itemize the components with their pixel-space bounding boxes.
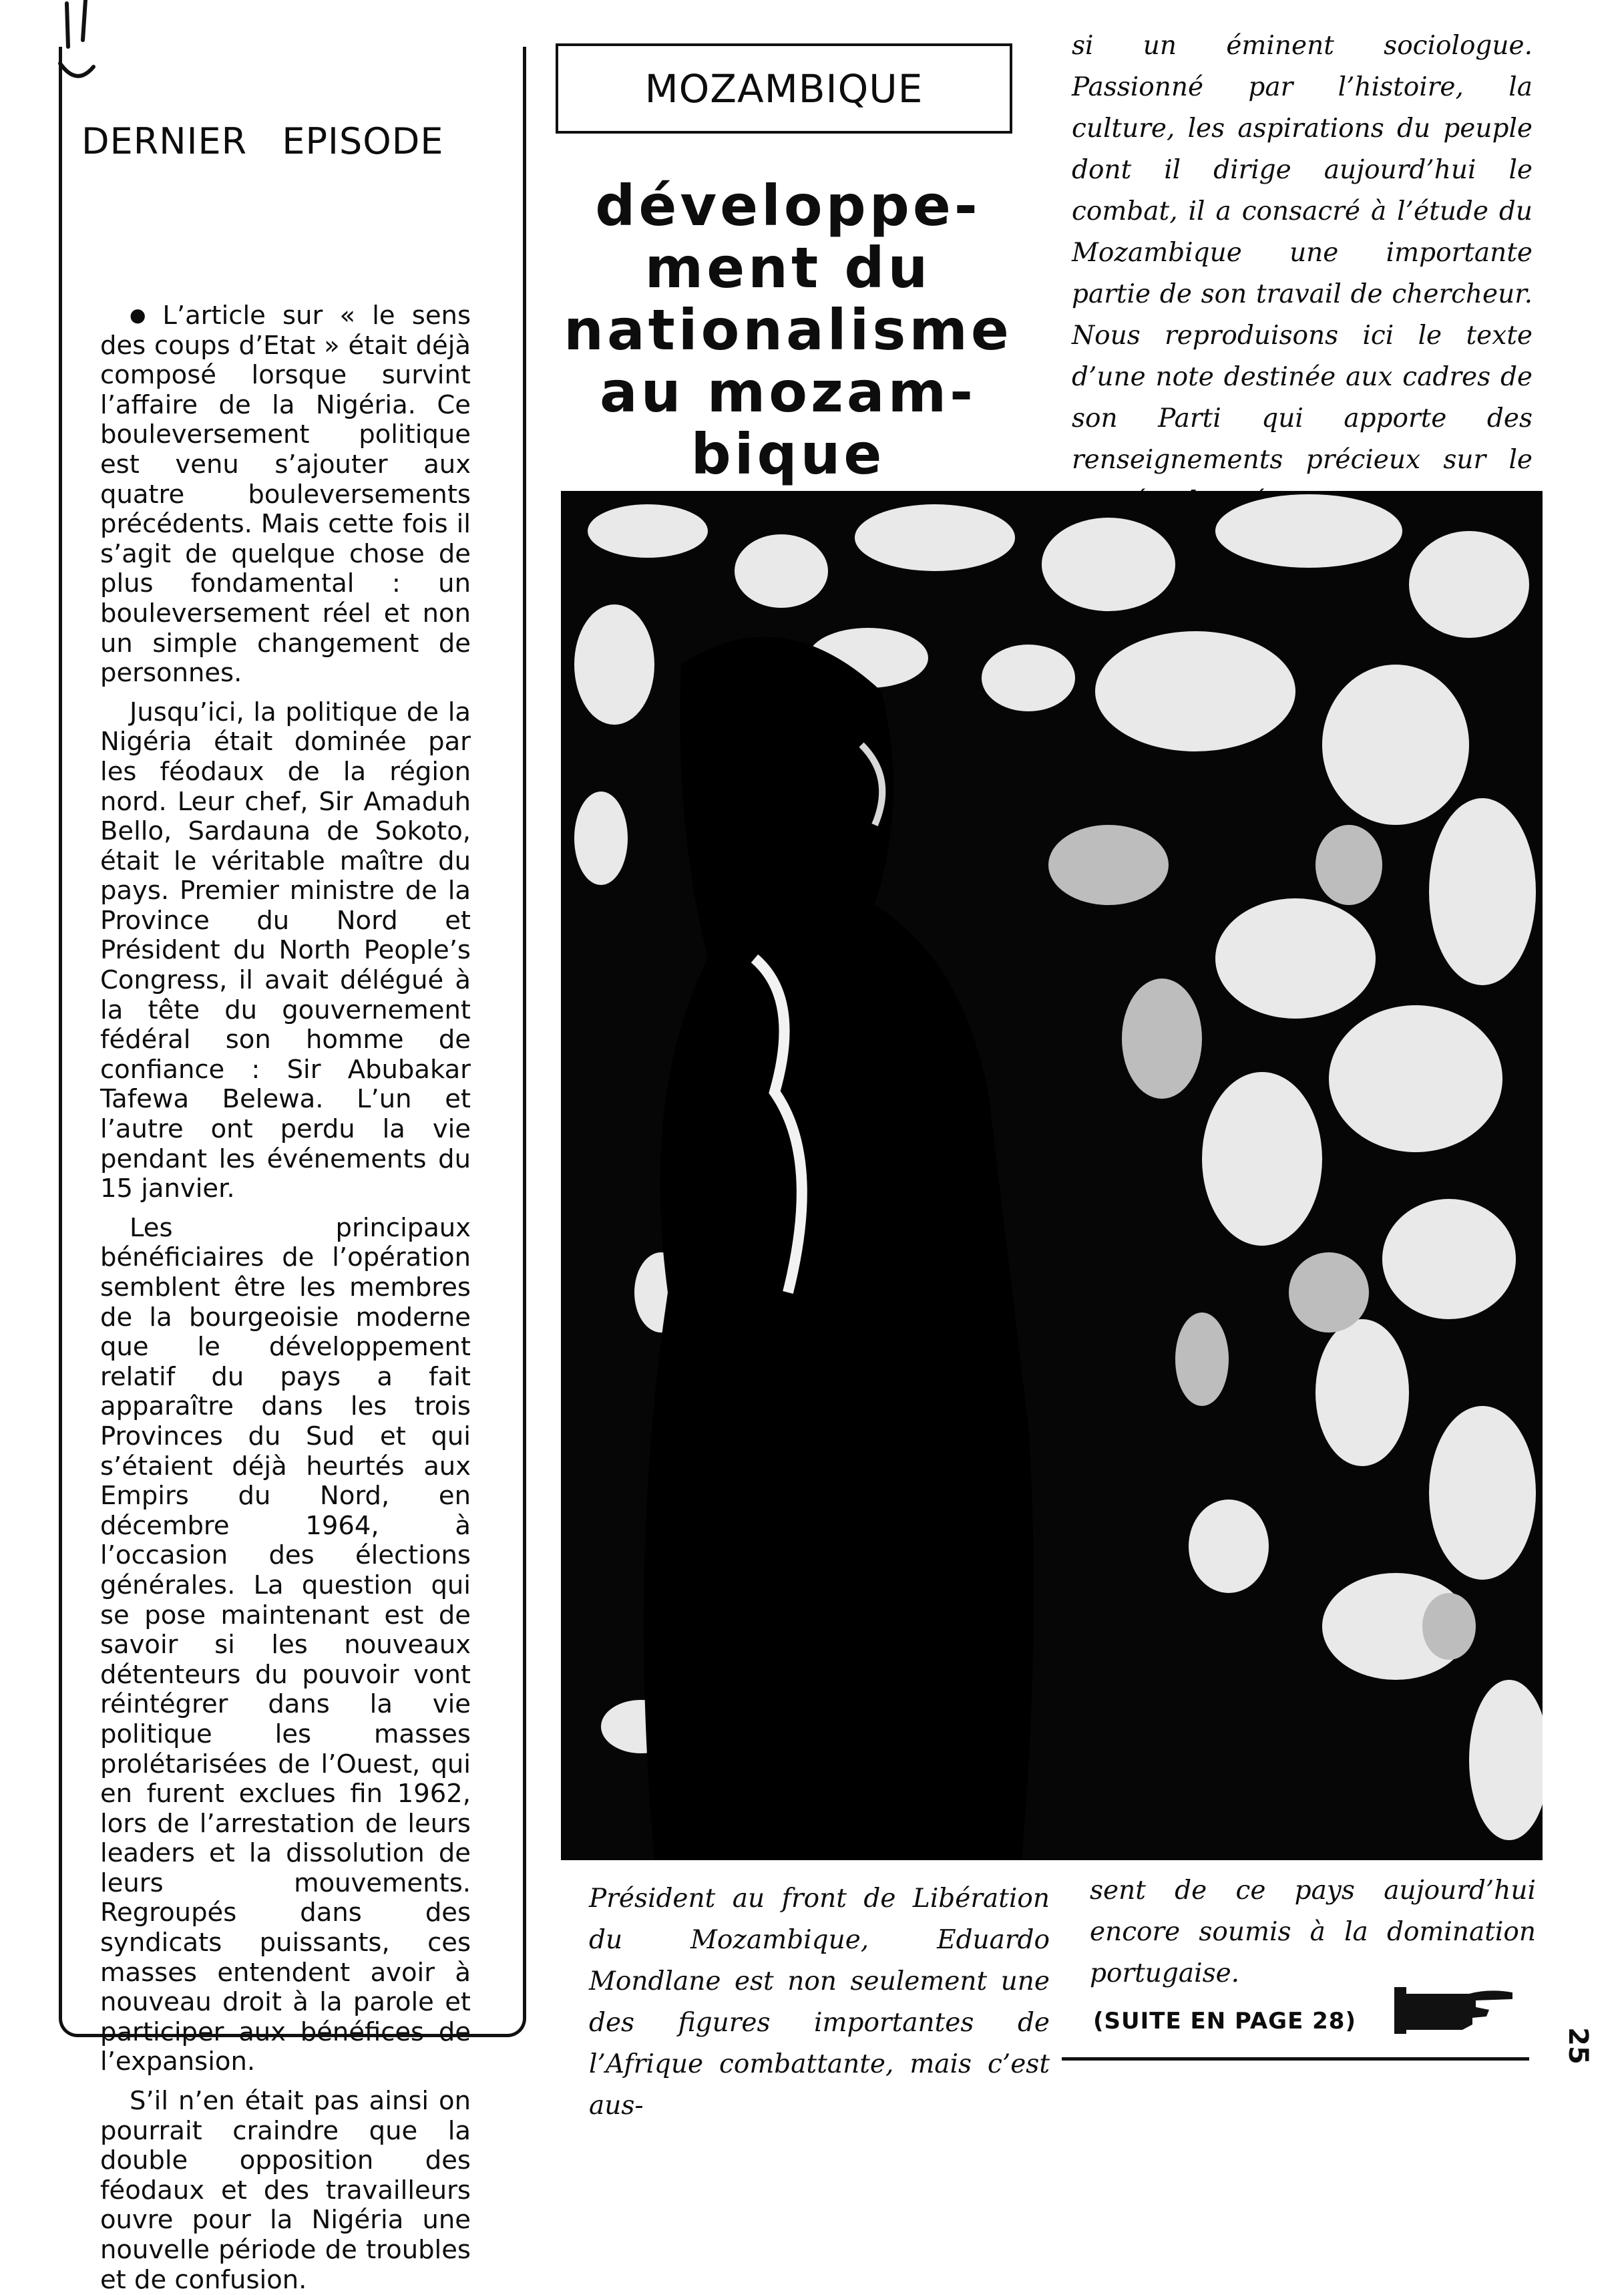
kicker-label: MOZAMBIQUE bbox=[644, 65, 924, 112]
photo-caption-continued: sent de ce pays aujourd’hui encore soumis à la domination portugaise. bbox=[1090, 1876, 1536, 1988]
pointing-hand-icon bbox=[1389, 1980, 1516, 2041]
footer-rule bbox=[1062, 2057, 1529, 2061]
headline-line: développe- bbox=[595, 173, 981, 238]
sidebar-paragraph bbox=[100, 301, 471, 689]
sidebar-paragraph: Jusqu’ici, la politique de la Nigéria était dominée par les féodaux de la région nord. Leur chef, Sir Amaduh Bello, Sardauna de Sokoto, était le véritable maître du pays. Premier ministre de la Province du Nord et Président du North People’s Congress, il avait délégué à la tête du gouvernement fédéral son homme de confiance : Sir Abubakar Tafewa Belewa. L’un et l’autre ont perdu la vie pendant les événements du 15 janvier. bbox=[100, 697, 471, 1204]
sidebar-paragraph-text: L’article sur « le sens des coups d’Etat » était déjà composé lorsque survint l’affaire de la Nigéria. Ce bouleversement politique est venu s’ajouter aux quatre bouleversements précédents. Mais cette fois il s’agit de quelque chose de plus fondamental : un bouleversement réel et non un simple changement de personnes. bbox=[100, 301, 471, 689]
sidebar-paragraph: Les principaux bénéficiaires de l’opération semblent être les membres de la bourgeoisie moderne que le développement relatif du pays a fait apparaître dans les trois Provinces du Sud et qui s’étaient déjà heurtés aux Empirs du Nord, en décembre 1964, à l’occasion des élections générales. La question qui se pose maintenant est de savoir si les nouveaux détenteurs du pouvoir vont réintégrer dans la vie politique les masses prolétarisées de l’Ouest, qui en furent exclues fin 1962, lors de l’arrestation de leurs leaders et la dissolution de leurs mouvements. Regroupés dans des syndicats puissants, ces masses entendent avoir à nouveau droit à la parole et participer aux bénéfices de l’expansion. bbox=[100, 1212, 471, 2077]
sidebar-paragraph: S’il n’en était pas ainsi on pourrait craindre que la double opposition des féodaux et des travailleurs ouvre pour la Nigéria une nouvelle période de troubles et de confusion. bbox=[100, 2086, 471, 2295]
headline-line: nationalisme bbox=[564, 297, 1012, 363]
headline-line: au mozam- bbox=[600, 359, 976, 425]
photo-caption: Président au front de Libération du Mozambique, Eduardo Mondlane est non seulement une des figures importantes de l’Afrique combattante, mais c’est aus- bbox=[589, 1884, 1050, 2121]
sidebar-heading: DERNIER EPISODE bbox=[81, 120, 444, 162]
continued-note: (SUITE EN PAGE 28) bbox=[1093, 2008, 1356, 2035]
article-headline bbox=[541, 175, 1035, 486]
article-intro: si un éminent sociologue. Passionné par l’histoire, la culture, les aspirations du peuple dont il dirige aujourd’hui le combat, il a consacré à l’étude du Mozambique une importante partie de son travail de chercheur. Nous reproduisons ici le texte d’une note destinée aux cadres de son Parti qui apporte des renseignements précieux sur le bbox=[1072, 31, 1533, 475]
headline-line: ment du bbox=[644, 235, 932, 301]
kicker-box bbox=[556, 43, 1012, 134]
page-number: 25 bbox=[1562, 2027, 1593, 2065]
portrait-photo bbox=[561, 491, 1543, 1860]
bullet-icon: ● bbox=[130, 304, 155, 326]
sidebar-body bbox=[100, 301, 471, 2295]
headline-line: bique bbox=[690, 421, 885, 487]
